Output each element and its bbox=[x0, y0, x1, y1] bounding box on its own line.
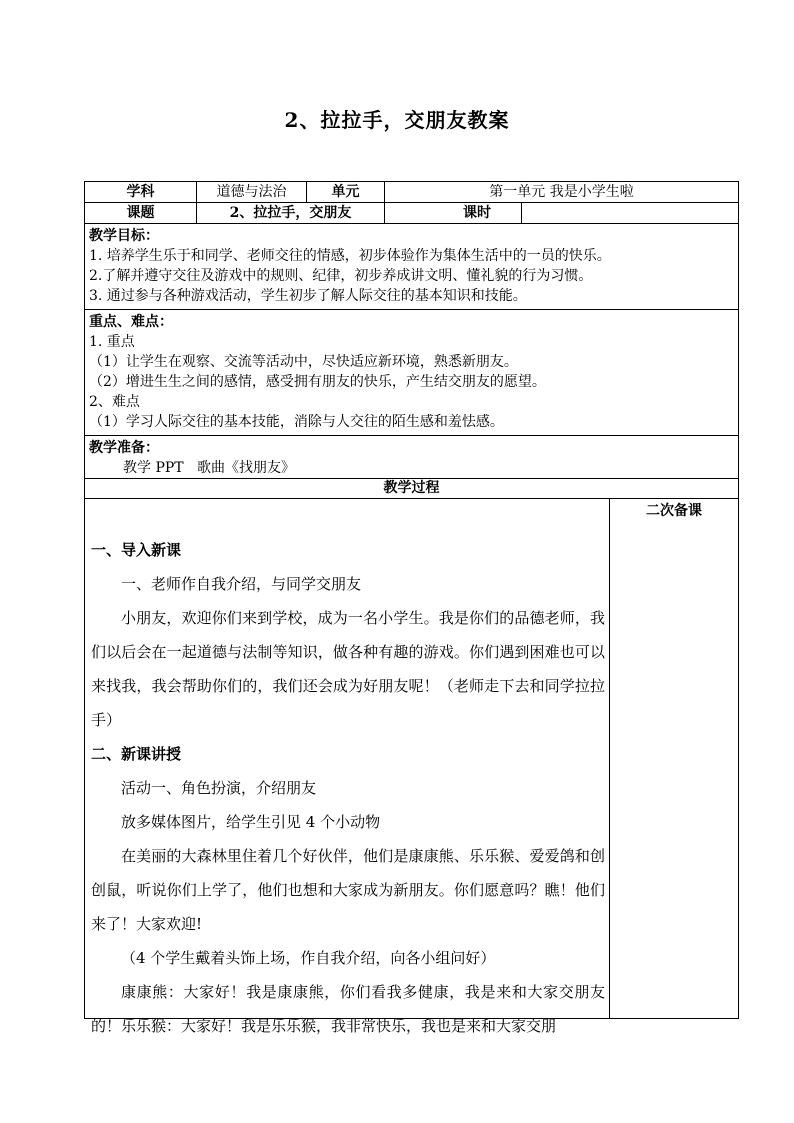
key-point-line: （1）让学生在观察、交流等活动中，尽快适应新环境，熟悉新朋友。 bbox=[89, 354, 518, 370]
process-heading: 教学过程 bbox=[383, 480, 440, 496]
process-main-column bbox=[85, 499, 610, 1035]
key-point-line: （1）学习人际交往的基本技能，消除与人交往的陌生感和羞怯感。 bbox=[89, 414, 504, 430]
lesson-plan-table bbox=[84, 181, 739, 1035]
period-value bbox=[522, 203, 738, 223]
topic-value: 2、拉拉手，交朋友 bbox=[197, 203, 385, 223]
stage-direction: （4 个学生戴着头饰上场，作自我介绍，向各小组问好） bbox=[121, 949, 496, 967]
preparation-content: 教学 PPT 歌曲《找朋友》 bbox=[123, 460, 295, 476]
key-point-line: 1. 重点 bbox=[89, 334, 135, 350]
objective-item: 1. 培养学生乐于和同学、老师交往的情感，初步体验作为集体生活中的一员的快乐。 bbox=[89, 248, 611, 264]
process-body bbox=[85, 499, 738, 1035]
objective-item: 2.了解并遵守交往及游戏中的规则、纪律，初步养成讲文明、懂礼貌的行为习惯。 bbox=[89, 268, 593, 284]
header-row-subject bbox=[85, 182, 738, 203]
second-prep-heading: 二次备课 bbox=[646, 503, 702, 519]
preparation-heading: 教学准备： bbox=[89, 440, 159, 456]
objectives-section bbox=[85, 224, 738, 310]
unit-value: 第一单元 我是小学生啦 bbox=[489, 184, 634, 200]
section-title: 一、导入新课 bbox=[91, 541, 182, 559]
dialog-paragraph: 康康熊：大家好！我是康康熊，你们看我多健康，我是来和大家交朋友的！乐乐猴：大家好！我是乐乐猴，我非常快乐，我也是来和大家交朋 bbox=[91, 983, 605, 1035]
process-heading-row bbox=[85, 479, 738, 499]
activity-title: 活动一、角色扮演，介绍朋友 bbox=[121, 779, 317, 797]
objectives-heading: 教学目标： bbox=[89, 228, 159, 244]
story-paragraph: 在美丽的大森林里住着几个好伙伴，他们是康康熊、乐乐猴、爱爱鸽和创创鼠，听说你们上学了，他们也想和大家成为新朋友。你们愿意吗？瞧！他们来了！大家欢迎! bbox=[91, 847, 605, 933]
subject-label: 学科 bbox=[85, 182, 197, 202]
second-prep-column bbox=[610, 499, 738, 1018]
key-points-section bbox=[85, 310, 738, 436]
objective-item: 3. 通过参与各种游戏活动，学生初步了解人际交往的基本知识和技能。 bbox=[89, 288, 527, 304]
unit-label: 单元 bbox=[307, 182, 385, 202]
intro-paragraph: 小朋友，欢迎你们来到学校，成为一名小学生。我是你们的品德老师，我们以后会在一起道德与法制等知识，做各种有趣的游戏。你们遇到困难也可以来找我，我会帮助你们的，我们还会成为好朋友呢！（老师走下去和同学拉拉手） bbox=[91, 609, 605, 729]
section-title: 二、新课讲授 bbox=[91, 745, 182, 763]
period-label: 课时 bbox=[385, 203, 522, 223]
subject-value: 道德与法治 bbox=[197, 182, 307, 202]
document-title: 2、拉拉手，交朋友教案 bbox=[284, 108, 510, 132]
key-points-heading: 重点、难点： bbox=[89, 314, 173, 330]
key-point-line: （2）增进生生之间的感情，感受拥有朋友的快乐，产生结交朋友的愿望。 bbox=[89, 374, 546, 390]
header-row-topic bbox=[85, 203, 738, 224]
key-point-line: 2、难点 bbox=[89, 394, 140, 410]
topic-label: 课题 bbox=[85, 203, 197, 223]
preparation-section bbox=[85, 436, 738, 479]
media-line: 放多媒体图片，给学生引见 4 个小动物 bbox=[121, 813, 381, 831]
section-subtitle: 一、老师作自我介绍，与同学交朋友 bbox=[121, 575, 362, 593]
